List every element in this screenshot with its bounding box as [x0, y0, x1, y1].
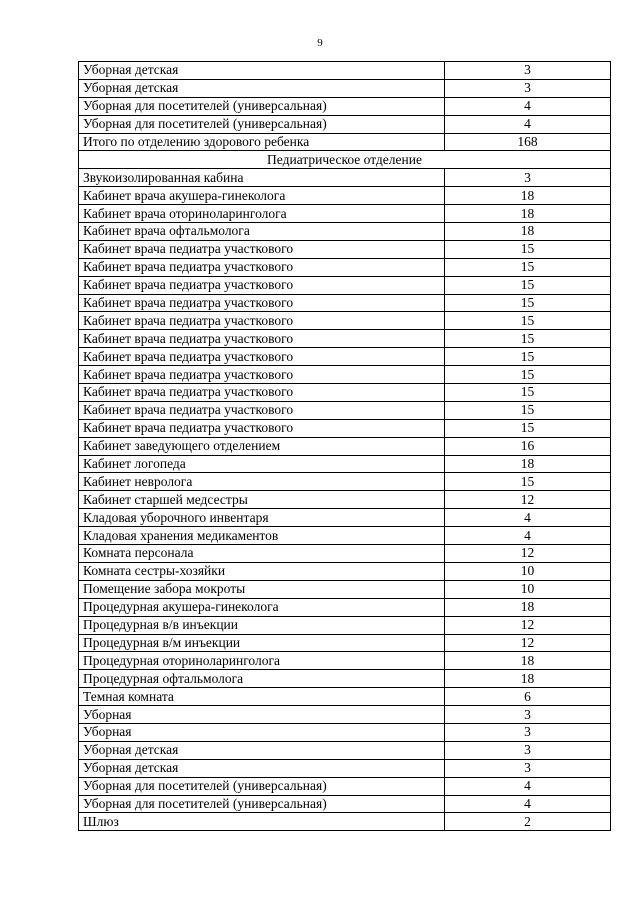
table-row	[79, 276, 611, 294]
table-row	[79, 723, 611, 741]
room-name-cell: Кабинет невролога	[79, 473, 445, 491]
area-value-cell: 3	[445, 169, 611, 187]
table-row	[79, 759, 611, 777]
room-name-cell: Помещение забора мокроты	[79, 580, 445, 598]
area-value-cell: 4	[445, 97, 611, 115]
area-value-cell: 15	[445, 240, 611, 258]
area-value-cell: 3	[445, 741, 611, 759]
table-row	[79, 670, 611, 688]
area-value-cell: 18	[445, 670, 611, 688]
area-value-cell: 6	[445, 688, 611, 706]
area-value-cell: 18	[445, 187, 611, 205]
room-name-cell: Уборная	[79, 706, 445, 724]
area-value-cell: 15	[445, 401, 611, 419]
area-value-cell: 10	[445, 562, 611, 580]
room-name-cell: Звукоизолированная кабина	[79, 169, 445, 187]
section-header-row	[79, 151, 611, 169]
table-row	[79, 240, 611, 258]
room-name-cell: Кабинет врача педиатра участкового	[79, 348, 445, 366]
room-name-cell: Уборная для посетителей (универсальная)	[79, 97, 445, 115]
area-value-cell: 3	[445, 759, 611, 777]
table-row	[79, 598, 611, 616]
room-name-cell: Процедурная офтальмолога	[79, 670, 445, 688]
room-name-cell: Процедурная в/в инъекции	[79, 616, 445, 634]
room-name-cell: Кабинет врача педиатра участкового	[79, 401, 445, 419]
table-row	[79, 706, 611, 724]
table-row	[79, 419, 611, 437]
table-row	[79, 437, 611, 455]
table-row	[79, 97, 611, 115]
room-name-cell: Кабинет врача педиатра участкового	[79, 419, 445, 437]
table-row	[79, 473, 611, 491]
room-name-cell: Процедурная в/м инъекции	[79, 634, 445, 652]
area-value-cell: 4	[445, 115, 611, 133]
table-row	[79, 62, 611, 80]
table-row	[79, 348, 611, 366]
table-row	[79, 527, 611, 545]
area-value-cell: 18	[445, 223, 611, 241]
area-value-cell: 18	[445, 205, 611, 223]
area-value-cell: 4	[445, 777, 611, 795]
table-row	[79, 545, 611, 563]
area-value-cell: 12	[445, 545, 611, 563]
page-number: 9	[317, 37, 323, 49]
area-value-cell: 15	[445, 366, 611, 384]
table-row	[79, 169, 611, 187]
room-name-cell: Уборная детская	[79, 741, 445, 759]
table-row	[79, 688, 611, 706]
table-row	[79, 580, 611, 598]
room-name-cell: Комната персонала	[79, 545, 445, 563]
room-name-cell: Комната сестры-хозяйки	[79, 562, 445, 580]
table-row	[79, 634, 611, 652]
area-value-cell: 18	[445, 598, 611, 616]
area-value-cell: 18	[445, 652, 611, 670]
area-value-cell: 12	[445, 616, 611, 634]
room-name-cell: Кабинет старшей медсестры	[79, 491, 445, 509]
area-value-cell: 15	[445, 473, 611, 491]
room-name-cell: Уборная для посетителей (универсальная)	[79, 115, 445, 133]
area-value-cell: 15	[445, 384, 611, 402]
room-name-cell: Кабинет врача педиатра участкового	[79, 384, 445, 402]
table-row	[79, 223, 611, 241]
table-row	[79, 652, 611, 670]
room-name-cell: Кабинет врача педиатра участкового	[79, 330, 445, 348]
table-row	[79, 330, 611, 348]
area-value-cell: 168	[445, 133, 611, 151]
room-name-cell: Уборная	[79, 723, 445, 741]
table-row	[79, 366, 611, 384]
table-row	[79, 777, 611, 795]
table-row	[79, 616, 611, 634]
room-name-cell: Процедурная акушера-гинеколога	[79, 598, 445, 616]
room-name-cell: Итого по отделению здорового ребенка	[79, 133, 445, 151]
table-row	[79, 491, 611, 509]
table-row	[79, 205, 611, 223]
area-value-cell: 4	[445, 509, 611, 527]
table-row	[79, 741, 611, 759]
area-value-cell: 15	[445, 348, 611, 366]
room-name-cell: Кабинет врача педиатра участкового	[79, 366, 445, 384]
table-row	[79, 509, 611, 527]
room-name-cell: Кабинет врача офтальмолога	[79, 223, 445, 241]
room-name-cell: Шлюз	[79, 813, 445, 831]
area-value-cell: 10	[445, 580, 611, 598]
table-row	[79, 133, 611, 151]
room-name-cell: Темная комната	[79, 688, 445, 706]
table-row	[79, 79, 611, 97]
table-row	[79, 187, 611, 205]
table-row	[79, 455, 611, 473]
area-value-cell: 3	[445, 723, 611, 741]
area-value-cell: 3	[445, 79, 611, 97]
room-name-cell: Кабинет логопеда	[79, 455, 445, 473]
room-name-cell: Кабинет врача педиатра участкового	[79, 276, 445, 294]
area-value-cell: 16	[445, 437, 611, 455]
table-row	[79, 294, 611, 312]
area-value-cell: 15	[445, 276, 611, 294]
area-value-cell: 4	[445, 795, 611, 813]
room-name-cell: Кабинет врача оториноларинголога	[79, 205, 445, 223]
table-row	[79, 795, 611, 813]
room-name-cell: Уборная для посетителей (универсальная)	[79, 795, 445, 813]
room-name-cell: Процедурная оториноларинголога	[79, 652, 445, 670]
room-name-cell: Уборная детская	[79, 79, 445, 97]
table-row	[79, 562, 611, 580]
area-value-cell: 15	[445, 258, 611, 276]
area-value-cell: 15	[445, 312, 611, 330]
room-name-cell: Кабинет врача педиатра участкового	[79, 240, 445, 258]
table-row	[79, 115, 611, 133]
room-name-cell: Уборная детская	[79, 759, 445, 777]
area-value-cell: 18	[445, 455, 611, 473]
area-value-cell: 12	[445, 491, 611, 509]
room-name-cell: Уборная для посетителей (универсальная)	[79, 777, 445, 795]
table-row	[79, 258, 611, 276]
area-value-cell: 15	[445, 330, 611, 348]
area-value-cell: 2	[445, 813, 611, 831]
rooms-table	[78, 61, 611, 831]
room-name-cell: Кабинет врача акушера-гинеколога	[79, 187, 445, 205]
table-row	[79, 401, 611, 419]
section-title: Педиатрическое отделение	[79, 151, 611, 169]
area-value-cell: 4	[445, 527, 611, 545]
table-row	[79, 813, 611, 831]
area-value-cell: 15	[445, 294, 611, 312]
room-name-cell: Кабинет заведующего отделением	[79, 437, 445, 455]
room-name-cell: Кладовая уборочного инвентаря	[79, 509, 445, 527]
table-row	[79, 384, 611, 402]
area-value-cell: 3	[445, 706, 611, 724]
area-value-cell: 12	[445, 634, 611, 652]
table-row	[79, 312, 611, 330]
room-name-cell: Уборная детская	[79, 62, 445, 80]
room-name-cell: Кабинет врача педиатра участкового	[79, 294, 445, 312]
rooms-table-body	[79, 62, 611, 831]
area-value-cell: 3	[445, 62, 611, 80]
room-name-cell: Кабинет врача педиатра участкового	[79, 312, 445, 330]
area-value-cell: 15	[445, 419, 611, 437]
room-name-cell: Кладовая хранения медикаментов	[79, 527, 445, 545]
room-name-cell: Кабинет врача педиатра участкового	[79, 258, 445, 276]
